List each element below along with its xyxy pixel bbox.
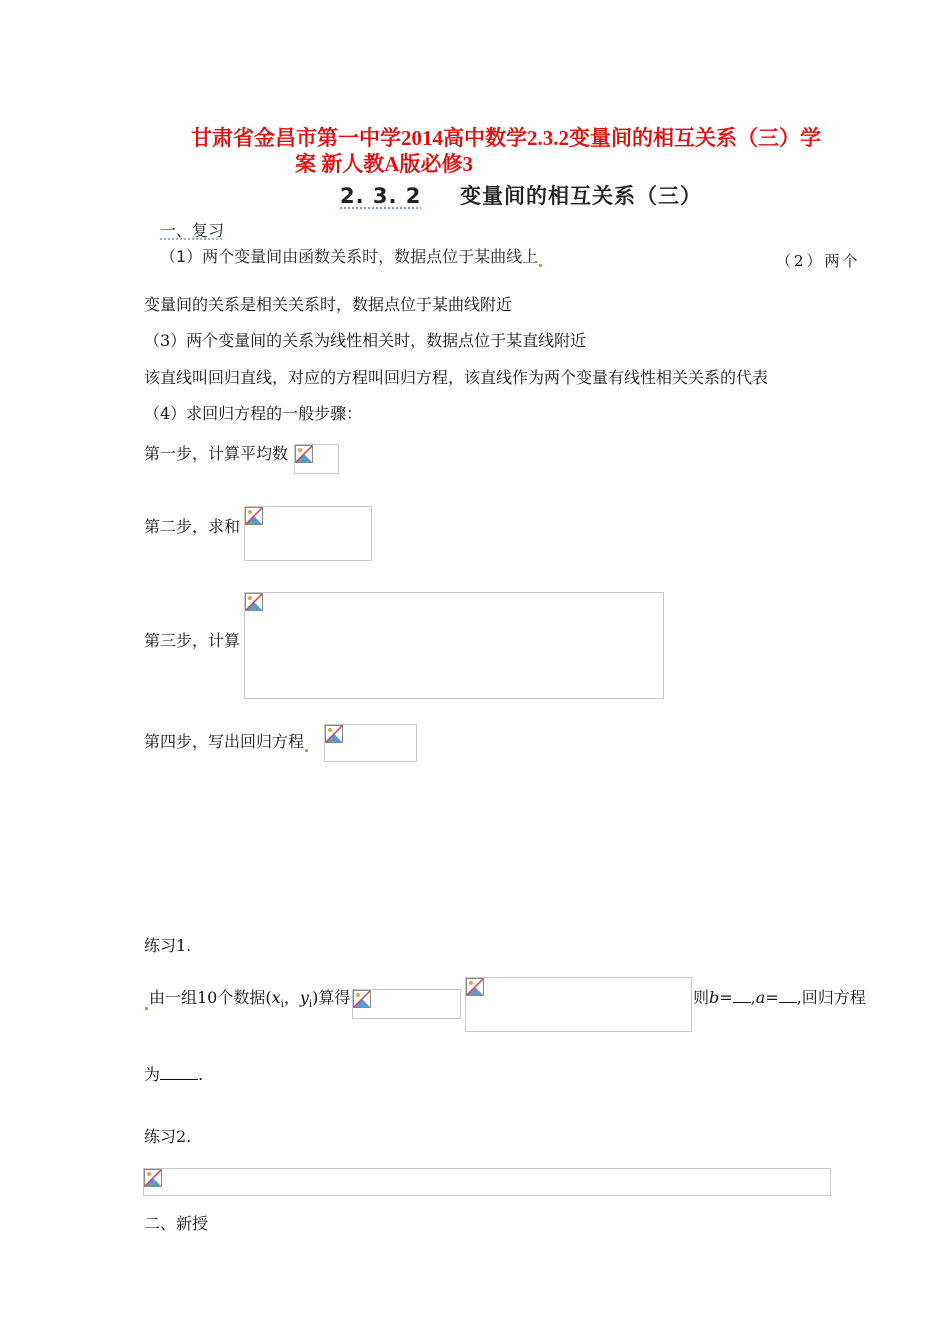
broken-image-icon [353,990,371,1008]
exercise-1-sums-image [352,989,461,1019]
step-2-formula-image [244,506,372,561]
regression-line-description: 该直线叫回归直线，对应的方程叫回归方程，该直线作为两个变量有线性相关关系的代表 [144,368,769,387]
exercise-1-question: 由一组10个数据($x_i$，$y_i$)算得 [144,985,350,1010]
exercise-2-label: 练习2. [144,1127,192,1146]
review-item-4: （4）求回归方程的一般步骤： [144,404,363,423]
step-4-label: 第四步，写出回归方程 [144,729,309,752]
broken-image-icon [466,978,484,996]
review-item-1: （1）两个变量间由函数关系时，数据点位于某曲线上 [160,244,543,267]
review-item-2-start: （2）两个 [776,252,861,270]
exercise-1-equation-blank: 为 . [144,1065,204,1084]
broken-image-icon [245,507,263,525]
section-heading [340,180,702,210]
exercise-1-formula-image [465,977,692,1032]
broken-image-icon [325,725,343,743]
review-item-3: （3）两个变量间的关系为线性相关时，数据点位于某直线附近 [144,331,587,350]
exercise-2-problem-image [143,1168,831,1196]
exercise-1-label: 练习1. [144,936,192,955]
step-1-formula-image [294,444,339,474]
section-name: 变量间的相互关系（三） [460,184,703,208]
new-lesson-heading: 二、新授 [144,1214,209,1233]
step-3-formula-image [244,592,664,699]
review-item-2-cont: 变量间的关系是相关关系时，数据点位于某曲线附近 [144,295,513,314]
broken-image-icon [245,593,263,611]
step-4-formula-image [324,724,417,762]
step-2-label: 第二步，求和 [144,517,241,536]
exercise-1-answer-blanks: 则b= ,a= ,回归方程 [693,988,866,1007]
document-title-line1: 甘肃省金昌市第一中学2014高中数学2.3.2变量间的相互关系（三）学 [191,126,821,150]
section-number: 2. 3. 2 [340,184,422,208]
broken-image-icon [295,445,313,463]
broken-image-icon [144,1169,162,1187]
step-3-label: 第三步，计算 [144,631,241,650]
document-title-line2: 案 新人教A版必修3 [295,152,473,176]
step-1-label: 第一步，计算平均数 [144,444,289,463]
review-heading: 一、复习 [160,221,225,240]
